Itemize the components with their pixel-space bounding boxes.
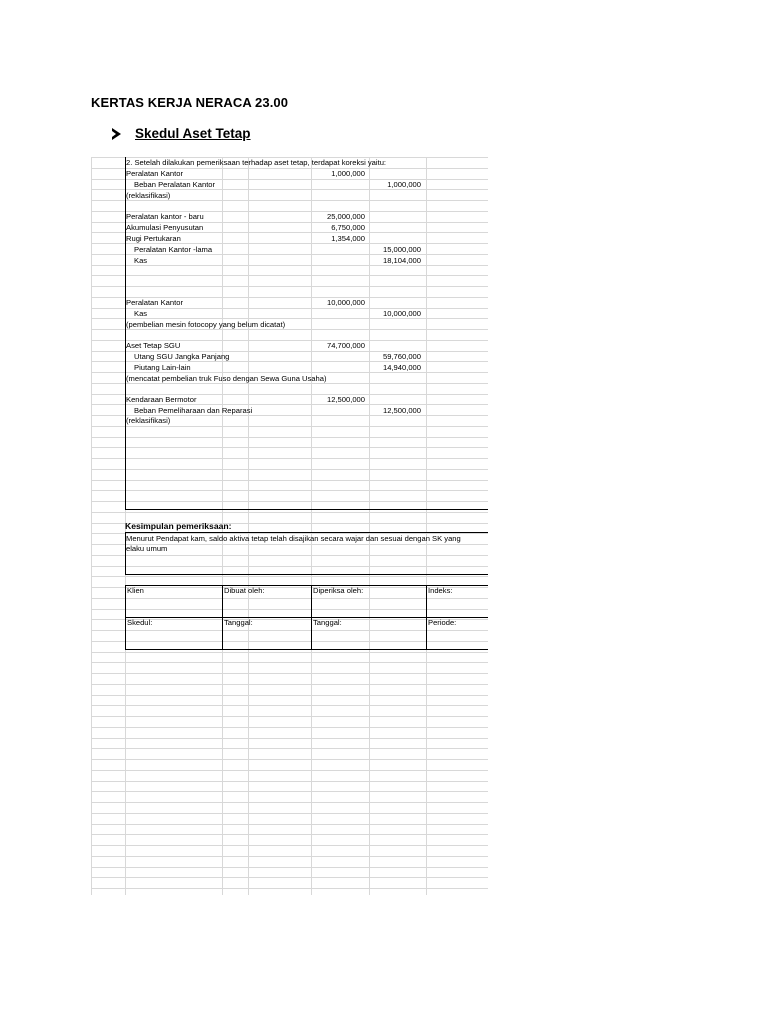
grid-row-line [91,469,488,470]
credit-value: 14,940,000 [382,363,421,372]
grid-row-line [91,867,488,868]
entry-label: Peralatan Kantor -lama [134,245,213,254]
grid-row-line [91,684,488,685]
kesimpulan-text: Menurut Pendapat kam, saldo aktiva tetap telah disajikan secara wajar dan sesuai dengan SK yang [126,534,461,543]
document-title: KERTAS KERJA NERACA 23.00 [91,95,289,110]
grid-row-line [91,458,488,459]
grid-column-line [426,157,427,895]
entry-label: Beban Peralatan Kantor [134,180,216,189]
credit-value: 1,000,000 [387,180,421,189]
signoff-col-border [426,585,427,650]
skedul-label: Skedul: [127,618,153,627]
grid-column-line [369,157,370,895]
debit-value: 12,500,000 [326,395,365,404]
signoff-col-border [311,585,312,650]
grid-row-line [91,609,488,610]
grid-row-line [91,265,488,266]
entry-label: Peralatan Kantor [126,169,183,178]
debit-value: 1,354,000 [331,234,365,243]
credit-value: 10,000,000 [382,309,421,318]
grid-row-line [91,275,488,276]
entry-label: Akumulasi Penyusutan [126,223,204,232]
entry-label: Beban Pemeliharaan dan Reparasi [134,406,253,415]
grid-row-line [91,759,488,760]
grid-row-line [91,738,488,739]
section-heading [112,126,251,141]
entry-label: Kas [134,309,148,318]
grid-row-line [91,501,488,502]
intro-text: 2. Setelah dilakukan pemeriksaan terhadap aset tetap, terdapat koreksi yaitu: [126,158,387,167]
entry-label: (reklasifikasi) [126,416,171,425]
entry-label: Kendaraan Bermotor [126,395,197,404]
entry-label: Utang SGU Jangka Panjang [134,352,230,361]
entry-label: Piutang Lain-lain [134,363,191,372]
grid-row-line [91,673,488,674]
grid-row-line [91,727,488,728]
entry-label: Peralatan kantor - baru [126,212,204,221]
grid-row-line [91,845,488,846]
debit-value: 1,000,000 [331,169,365,178]
grid-row-line [91,426,488,427]
credit-value: 12,500,000 [382,406,421,415]
grid-row-line [91,566,488,567]
entry-box-bottom-border [125,509,488,510]
signoff-bottom-border [125,649,488,650]
debit-value: 74,700,000 [326,341,365,350]
entry-label: (pembelian mesin fotocopy yang belum dicatat) [126,320,286,329]
entry-label: (reklasifikasi) [126,191,171,200]
grid-row-line [91,598,488,599]
grid-row-line [91,781,488,782]
grid-column-line [91,157,92,895]
credit-value: 59,760,000 [382,352,421,361]
grid-row-line [91,856,488,857]
grid-row-line [91,662,488,663]
kesimpulan-bottom-border [125,574,488,575]
section-heading-text: Skedul Aset Tetap [135,126,251,141]
grid-row-line [91,770,488,771]
kesimpulan-title: Kesimpulan pemeriksaan: [125,521,232,531]
debit-value: 25,000,000 [326,212,365,221]
indeks-label: Indeks: [428,586,453,595]
grid-row-line [91,286,488,287]
grid-row-line [91,791,488,792]
grid-row-line [91,555,488,556]
spreadsheet [91,157,488,895]
grid-column-line [311,157,312,895]
credit-value: 15,000,000 [382,245,421,254]
kesimpulan-top-border [125,532,488,533]
entry-label: Peralatan Kantor [126,298,183,307]
grid-row-line [91,490,488,491]
grid-row-line [91,447,488,448]
tanggal-label: Tanggal: [313,618,342,627]
kesimpulan-text: elaku umum [126,544,168,553]
grid-row-line [91,888,488,889]
signoff-col-border [125,585,126,650]
arrow-bullet-icon [112,128,121,140]
grid-row-line [91,824,488,825]
dibuat-label: Dibuat oleh: [224,586,265,595]
grid-row-line [91,576,488,577]
entry-label: (mencatat pembelian truk Fuso dengan Sewa Guna Usaha) [126,374,327,383]
debit-value: 6,750,000 [331,223,365,232]
grid-row-line [91,652,488,653]
grid-row-line [91,705,488,706]
grid-row-line [91,802,488,803]
klien-label: Klien [127,586,144,595]
grid-row-line [91,877,488,878]
credit-value: 18,104,000 [382,256,421,265]
entry-box-left-border [125,157,126,510]
grid-row-line [91,630,488,631]
signoff-col-border [222,585,223,650]
entry-label: Aset Tetap SGU [126,341,181,350]
tanggal-label: Tanggal: [224,618,253,627]
grid-row-line [91,716,488,717]
grid-row-line [91,308,488,309]
grid-row-line [91,748,488,749]
grid-row-line [91,437,488,438]
grid-row-line [91,834,488,835]
grid-row-line [91,480,488,481]
grid-row-line [91,512,488,513]
diperiksa-label: Diperiksa oleh: [313,586,364,595]
debit-value: 10,000,000 [326,298,365,307]
grid-row-line [91,695,488,696]
periode-label: Periode: [428,618,457,627]
grid-column-line [248,157,249,895]
entry-label: Kas [134,256,148,265]
grid-row-line [91,318,488,319]
entry-label: Rugi Pertukaran [126,234,181,243]
grid-row-line [91,813,488,814]
grid-row-line [91,641,488,642]
